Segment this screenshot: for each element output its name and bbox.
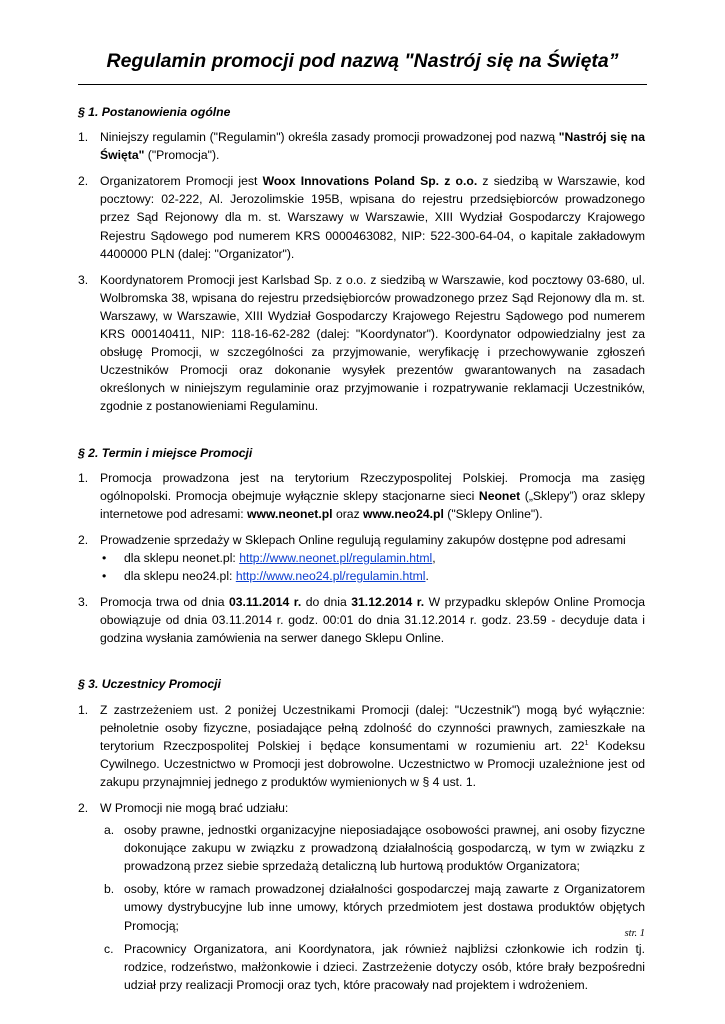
page-number: str. 1 bbox=[624, 928, 645, 939]
section-2-heading: § 2. Termin i miejsce Promocji bbox=[78, 445, 253, 460]
promotion-name: "Nastrój się na Święta" bbox=[100, 130, 645, 163]
sub-item-text: osoby prawne, jednostki organizacyjne nieposiadające osobowości prawnej, ani osoby fizyczne dokonujące zakupu w związku z prowadzoną działalnością gospodarczą, w tym w związku z prowadzoną przez siebie sprzedażą detaliczną lub hurtową produktów Organizatora; bbox=[124, 823, 645, 874]
item-text: ("Sklepy Online"). bbox=[443, 506, 543, 521]
bullet-tail: . bbox=[425, 569, 429, 584]
page-title: Regulamin promocji pod nazwą "Nastrój się na Święta” bbox=[106, 50, 619, 72]
item-number: 2. bbox=[78, 801, 89, 815]
item-text: W Promocji nie mogą brać udziału: bbox=[100, 801, 289, 815]
neonet-name: Neonet bbox=[478, 488, 521, 503]
item-text: W przypadku sklepów Online Promocja obowiązuje od dnia 03.11.2014 r. godz. 00:01 do dnia 31.12.2014 r. godz. 23.59 - decyduje data i godzina wysłania zamówienia na serwer danego Sklepu Online. bbox=[100, 595, 645, 646]
neo24-regulamin-link[interactable]: http://www.neo24.pl/regulamin.html bbox=[235, 569, 426, 584]
item-number: 1. bbox=[78, 702, 89, 717]
organizer-name: Woox Innovations Poland Sp. z o.o. bbox=[262, 174, 478, 189]
section-3-item-2 bbox=[78, 799, 645, 817]
item-number: 3. bbox=[78, 595, 89, 610]
item-text: do dnia bbox=[301, 595, 352, 610]
item-text: Promocja trwa od dnia bbox=[100, 595, 229, 610]
section-3-heading: § 3. Uczestnicy Promocji bbox=[78, 677, 221, 692]
sub-item-a bbox=[78, 821, 645, 875]
item-text: Promocja prowadzona jest na terytorium Rzeczypospolitej Polskiej. Promocja ma zasięg ogólnopolski. Promocja obejmuje wyłącznie sklepy stacjonarne sieci bbox=[100, 470, 645, 503]
item-text: Z zastrzeżeniem ust. 2 poniżej Uczestnikami Promocji (dalej: "Uczestnik") mogą być wyłącznie: pełnoletnie osoby fizyczne, posiadające pełną zdolność do czynności prawnych, zamieszkałe na terytorium Rzeczpospolitej Polskiej i będące konsumentami w rozumieniu art. 22 bbox=[100, 702, 645, 753]
item-text: z siedzibą w Warszawie, kod pocztowy: 02-222, Al. Jerozolimskie 195B, wpisana do rejestru przedsiębiorców prowadzonego przez Sąd Rejonowy dla m. st. Warszawy w Warszawie, XIII Wydział Gospodarczy Krajowego Rejestru Sądowego pod numerem KRS 0000463082, NIP: 522-300-64-04, o kapitale zakładowym 4400000 PLN (dalej: "Organizator"). bbox=[100, 174, 645, 261]
bullet-dot: • bbox=[102, 569, 107, 584]
sub-item-letter: c. bbox=[104, 941, 114, 956]
bullet-item-neonet bbox=[78, 549, 645, 567]
item-text: Niniejszy regulamin ("Regulamin") określa zasady promocji prowadzonej pod nazwą bbox=[100, 130, 559, 145]
section-2-item-2 bbox=[78, 531, 645, 549]
sub-item-letter: a. bbox=[104, 823, 115, 838]
item-text: oraz bbox=[332, 506, 364, 521]
section-1-item-3 bbox=[78, 271, 645, 416]
bullet-dot: • bbox=[102, 550, 107, 565]
item-text: („Sklepy”) oraz sklepy internetowe pod adresami: bbox=[100, 488, 646, 521]
bullet-label: dla sklepu neonet.pl: bbox=[124, 550, 240, 565]
item-text: Kodeksu Cywilnego. Uczestnictwo w Promocji jest dobrowolne. Uczestnictwo w Promocji uzależnione jest od zakupu przynajmniej jednego z produktów wymienionych w § 4 ust. 1. bbox=[100, 738, 645, 789]
superscript: 1 bbox=[584, 739, 589, 747]
end-date: 31.12.2014 r. bbox=[351, 595, 425, 610]
item-text: Prowadzenie sprzedaży w Sklepach Online regulują regulaminy zakupów dostępne pod adresami bbox=[100, 532, 626, 547]
item-number: 3. bbox=[78, 272, 89, 287]
item-number: 2. bbox=[78, 532, 89, 547]
section-3-item-1 bbox=[78, 701, 645, 791]
bullet-label: dla sklepu neo24.pl: bbox=[124, 569, 236, 584]
neonet-regulamin-link[interactable]: http://www.neonet.pl/regulamin.html bbox=[239, 550, 433, 565]
sub-item-b bbox=[78, 880, 645, 934]
title-divider bbox=[78, 84, 647, 85]
section-1-item-2 bbox=[78, 172, 645, 262]
start-date: 03.11.2014 r. bbox=[228, 595, 302, 610]
item-text: ("Promocja"). bbox=[144, 148, 220, 163]
sub-item-c bbox=[78, 940, 645, 994]
bullet-item-neo24 bbox=[78, 567, 645, 585]
section-2-item-1 bbox=[78, 469, 645, 523]
sub-item-text: osoby, które w ramach prowadzonej działalności gospodarczej mają zawarte z Organizatorem umowy dystrybucyjne lub inne umowy, których przedmiotem jest dostawa produktów objętych Promocją; bbox=[124, 882, 645, 933]
sub-item-text: Pracownicy Organizatora, ani Koordynatora, jak również najbliżsi członkowie ich rodzin tj. rodzice, rodzeństwo, małżonkowie i dzieci. Zastrzeżenie dotyczy osób, które brały bezpośredni udział przy realizacji Promocji oraz tych, które pracowały nad projektem i wdrożeniem. bbox=[124, 941, 645, 992]
bullet-tail: , bbox=[432, 550, 436, 565]
section-1-heading: § 1. Postanowienia ogólne bbox=[78, 105, 231, 119]
item-text: Organizatorem Promocji jest bbox=[100, 174, 263, 189]
item-text: Koordynatorem Promocji jest Karlsbad Sp. z o.o. z siedzibą w Warszawie, kod pocztowy 03-680, ul. Wolbromska 38, wpisana do rejestru przedsiębiorców prowadzonego przez Sąd Rejonowy dla m. st. Warszawy, w Warszawie, XIII Wydział Gospodarczy Krajowego Rejestru Sądowego pod numerem KRS 000140411, NIP: 118-16-62-282 (dalej: "Koordynator"). Koordynator odpowiedzialny jest za obsługę Promocji, w szczególności za przyjmowanie, weryfikację i przechowywanie zgłoszeń Uczestników Promocji oraz dokonanie wysyłek prezentów gwarantowanych na zasadach określonych w niniejszym regulaminie oraz przyjmowanie i rozpatrywanie reklamacji Uczestników, zgodnie z postanowieniami Regulaminu. bbox=[100, 272, 645, 414]
sub-item-letter: b. bbox=[104, 882, 115, 897]
document-body bbox=[78, 103, 645, 999]
item-number: 2. bbox=[78, 174, 89, 189]
item-number: 1. bbox=[78, 470, 89, 485]
neonet-url: www.neonet.pl bbox=[247, 506, 333, 521]
item-number: 1. bbox=[78, 130, 89, 145]
neo24-url: www.neo24.pl bbox=[363, 506, 444, 521]
section-1-item-1 bbox=[78, 128, 645, 164]
section-2-item-3 bbox=[78, 593, 645, 647]
